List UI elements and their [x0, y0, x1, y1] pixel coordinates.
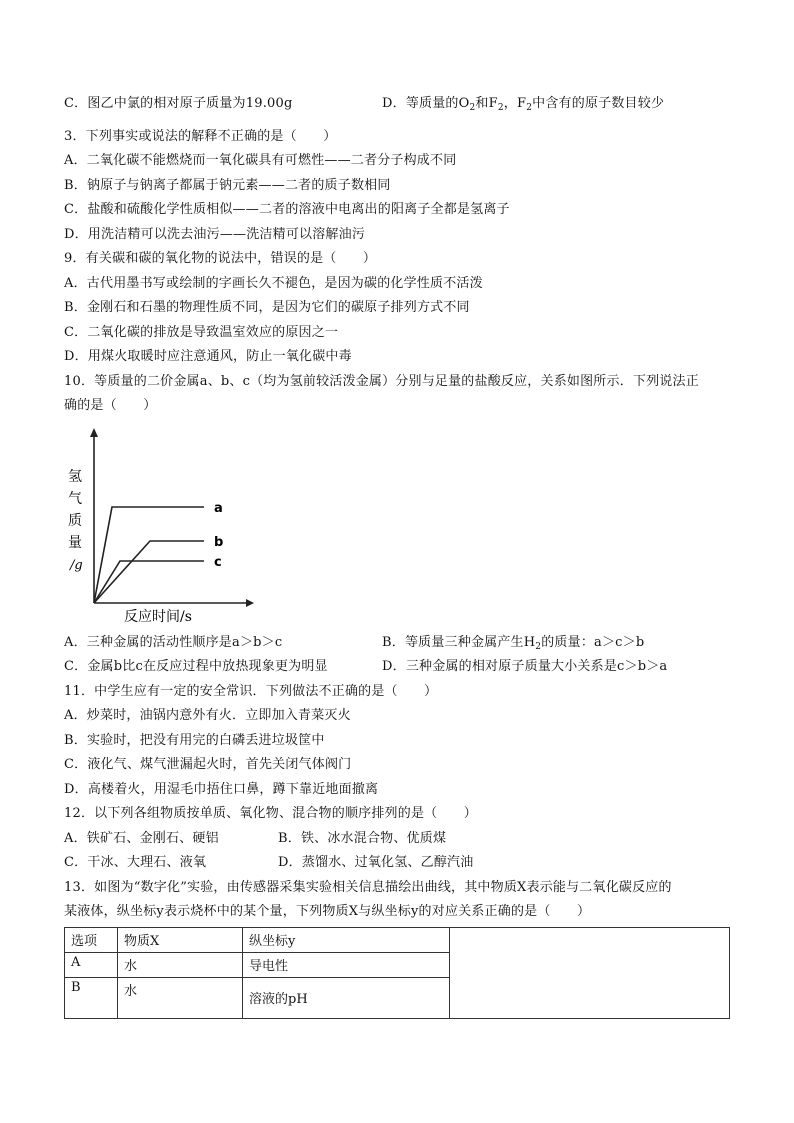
- y-label-char-1: 氢: [68, 468, 82, 485]
- q10-graph-svg: [64, 425, 254, 625]
- q9-stem: 9．有关碳和碳的氧化物的说法中，错误的是（ ）: [64, 251, 377, 266]
- q11-option-c: C．液化气、煤气泄漏起火时，首先关闭气体阀门: [64, 757, 352, 772]
- header-ordinate-y: 纵坐标y: [243, 927, 450, 952]
- q10-option-a: A．三种金属的活动性顺序是a＞b＞c: [64, 634, 283, 650]
- q9-option-a: A．古代用墨书写或绘制的字画长久不褪色，是因为碳的化学性质不活泼: [64, 275, 483, 291]
- q10-stem-line1: 10．等质量的二价金属a、b、c（均为氢前较活泼金属）分别与足量的盐酸反应，关系如图所示．下列说法正: [64, 373, 699, 389]
- q12-option-a: A．铁矿石、金刚石、硬铝: [64, 830, 219, 846]
- header-substance-x: 物质X: [118, 927, 243, 952]
- curve-label-a: a: [214, 500, 223, 516]
- table-graph-cell: [450, 927, 730, 1018]
- curve-c: [94, 561, 204, 603]
- x-axis-arrow: [246, 599, 254, 607]
- q13-stem-line2: 某液体，纵坐标y表示烧杯中的某个量，下列物质X与纵坐标y的对应关系正确的是（ ）: [64, 904, 591, 919]
- prev-option-c: C．图乙中氯的相对原子质量为19.00g: [64, 96, 293, 111]
- q13-stem-line1: 13．如图为“数字化”实验，由传感器采集实验相关信息描绘出曲线，其中物质X表示能与二氧化碳反应的: [64, 879, 672, 895]
- y-label-char-4: 量: [68, 534, 82, 551]
- q12-stem: 12．以下列各组物质按单质、氧化物、混合物的顺序排列的是（ ）: [64, 806, 477, 821]
- q8-stem: 3．下列事实或说法的解释不正确的是（ ）: [64, 128, 337, 144]
- q8-option-d: D．用洗洁精可以洗去油污——洗洁精可以溶解油污: [64, 226, 366, 242]
- q8-option-b: B．钠原子与钠离子都属于钠元素——二者的质子数相同: [64, 177, 391, 193]
- curve-label-c: c: [214, 554, 222, 570]
- row-a-option: A: [65, 952, 118, 977]
- curve-a: [94, 507, 204, 603]
- y-label-unit: /g: [70, 557, 83, 573]
- q10-options-row1: [64, 631, 736, 656]
- curve-b: [94, 541, 204, 603]
- x-axis-label: 反应时间/s: [124, 608, 192, 625]
- row-b-ordinate: 溶液的pH: [243, 977, 450, 1018]
- q8-option-a: A．二氧化碳不能燃烧而一氧化碳具有可燃性——二者分子构成不同: [64, 153, 457, 168]
- row-a-substance: 水: [118, 952, 243, 977]
- q12-option-c: C．干冰、大理石、液氧: [64, 855, 207, 870]
- row-a-ordinate: 导电性: [243, 952, 450, 977]
- q9-option-c: C．二氧化碳的排放是导致温室效应的原因之一: [64, 324, 339, 340]
- prev-question-options-row: [64, 92, 736, 117]
- q10-option-c: C．金属b比c在反应过程中放热现象更为明显: [64, 659, 328, 674]
- q10-option-d: D．三种金属的相对原子质量大小关系是c＞b＞a: [382, 659, 668, 674]
- curve-label-b: b: [214, 534, 224, 550]
- q10-options-row2: [64, 655, 736, 680]
- q13-table: [64, 927, 730, 1019]
- y-label-char-3: 质: [68, 512, 82, 529]
- q10-option-b: B．等质量三种金属产生$H_2$的质量：a＞c＞b: [382, 634, 645, 652]
- q10-reaction-graph: [64, 425, 254, 625]
- exam-page: [64, 92, 736, 1019]
- q9-option-d: D．用煤火取暖时应注意通风，防止一氧化碳中毒: [64, 349, 352, 364]
- q11-option-d: D．高楼着火，用湿毛巾捂住口鼻，蹲下靠近地面撤离: [64, 781, 379, 797]
- q12-options-row2: [64, 851, 736, 876]
- q8-option-c: C．盐酸和硫酸化学性质相似——二者的溶液中电离出的阳离子全都是氢离子: [64, 202, 510, 217]
- y-axis-arrow: [90, 428, 98, 437]
- row-b-option: B: [65, 977, 118, 1018]
- q11-option-b: B．实验时，把没有用完的白磷丢进垃圾筐中: [64, 732, 325, 748]
- q11-stem: 11．中学生应有一定的安全常识．下列做法不正确的是（ ）: [64, 683, 438, 699]
- y-label-char-2: 气: [68, 490, 82, 507]
- row-b-substance: 水: [118, 977, 243, 1018]
- q12-option-d: D．蒸馏水、过氧化氢、乙醇汽油: [278, 855, 474, 870]
- q9-option-b: B．金刚石和石墨的物理性质不同，是因为它们的碳原子排列方式不同: [64, 300, 470, 315]
- q11-option-a: A．炒菜时，油锅内意外有火．立即加入青菜灭火: [64, 708, 351, 723]
- table-header-row: [65, 927, 730, 952]
- q10-stem-line2: 确的是（ ）: [64, 398, 157, 413]
- q12-option-b: B．铁、冰水混合物、优质煤: [278, 830, 447, 846]
- prev-option-d: D．等质量的$O_2$和$F_2$，$F_2$中含有的原子数目较少: [382, 96, 665, 113]
- header-option: 选项: [65, 927, 118, 952]
- q12-options-row1: [64, 827, 736, 852]
